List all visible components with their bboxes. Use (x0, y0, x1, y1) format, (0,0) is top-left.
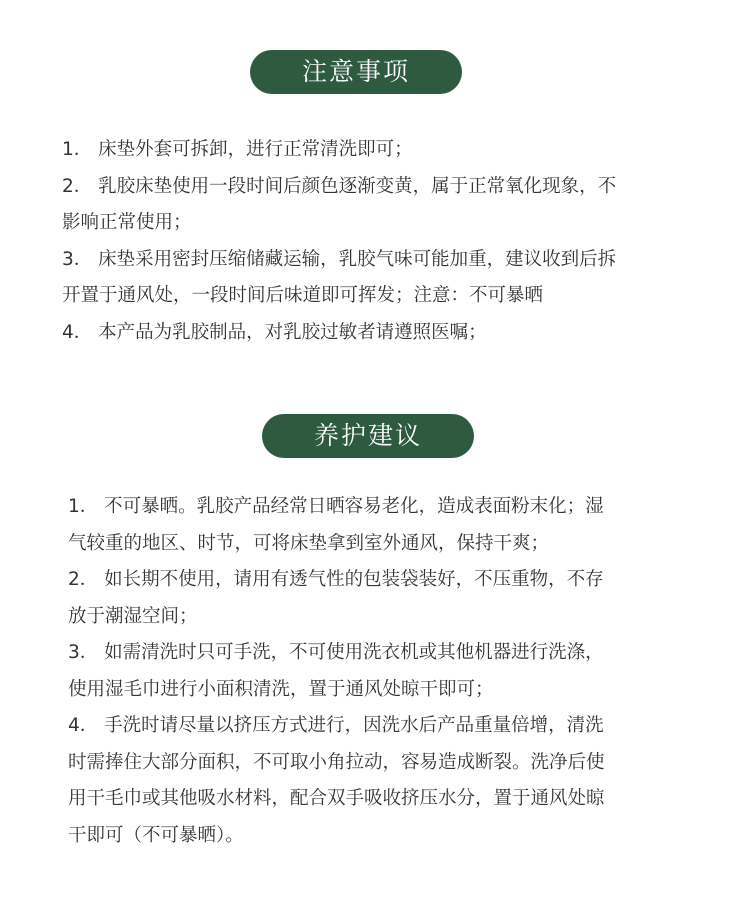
care-line: 干即可（不可暴晒）。 (68, 824, 244, 846)
care-line: 4． 手洗时请尽量以挤压方式进行，因洗水后产品重量倍增，清洗 (68, 715, 604, 736)
care-line: 气较重的地区、时节，可将床垫拿到室外通风，保持干爽； (68, 532, 550, 554)
notes-line: 2． 乳胶床垫使用一段时间后颜色逐渐变黄，属于正常氧化现象，不 (62, 175, 617, 197)
care-line: 3． 如需清洗时只可手洗，不可使用洗衣机或其他机器进行洗涤， (68, 642, 604, 663)
notes-line: 3． 床垫采用密封压缩储藏运输，乳胶气味可能加重，建议收到后拆 (62, 248, 617, 270)
notes-line: 1． 床垫外套可拆卸，进行正常清洗即可； (62, 139, 413, 160)
notes-line: 影响正常使用； (62, 212, 192, 233)
care-line: 1． 不可暴晒。乳胶产品经常日晒容易老化，造成表面粉末化；湿 (68, 496, 604, 517)
care-line: 放于潮湿空间； (68, 605, 198, 627)
notes-line: 开置于通风处，一段时间后味道即可挥发；注意：不可暴晒 (62, 285, 544, 306)
care-line: 用干毛巾或其他吸水材料，配合双手吸收挤压水分，置于通风处晾 (68, 788, 605, 809)
notes-heading: 注意事项 (250, 50, 462, 94)
care-line: 2． 如长期不使用，请用有透气性的包装袋装好，不压重物，不存 (68, 569, 604, 590)
care-line: 时需捧住大部分面积，不可取小角拉动，容易造成断裂。洗净后使 (68, 751, 605, 773)
notes-line: 4． 本产品为乳胶制品，对乳胶过敏者请遵照医嘱； (62, 321, 487, 343)
care-heading: 养护建议 (262, 414, 474, 458)
notes-body (62, 132, 616, 351)
care-line: 使用湿毛巾进行小面积清洗，置于通风处晾干即可； (68, 678, 494, 700)
care-body (68, 489, 605, 854)
